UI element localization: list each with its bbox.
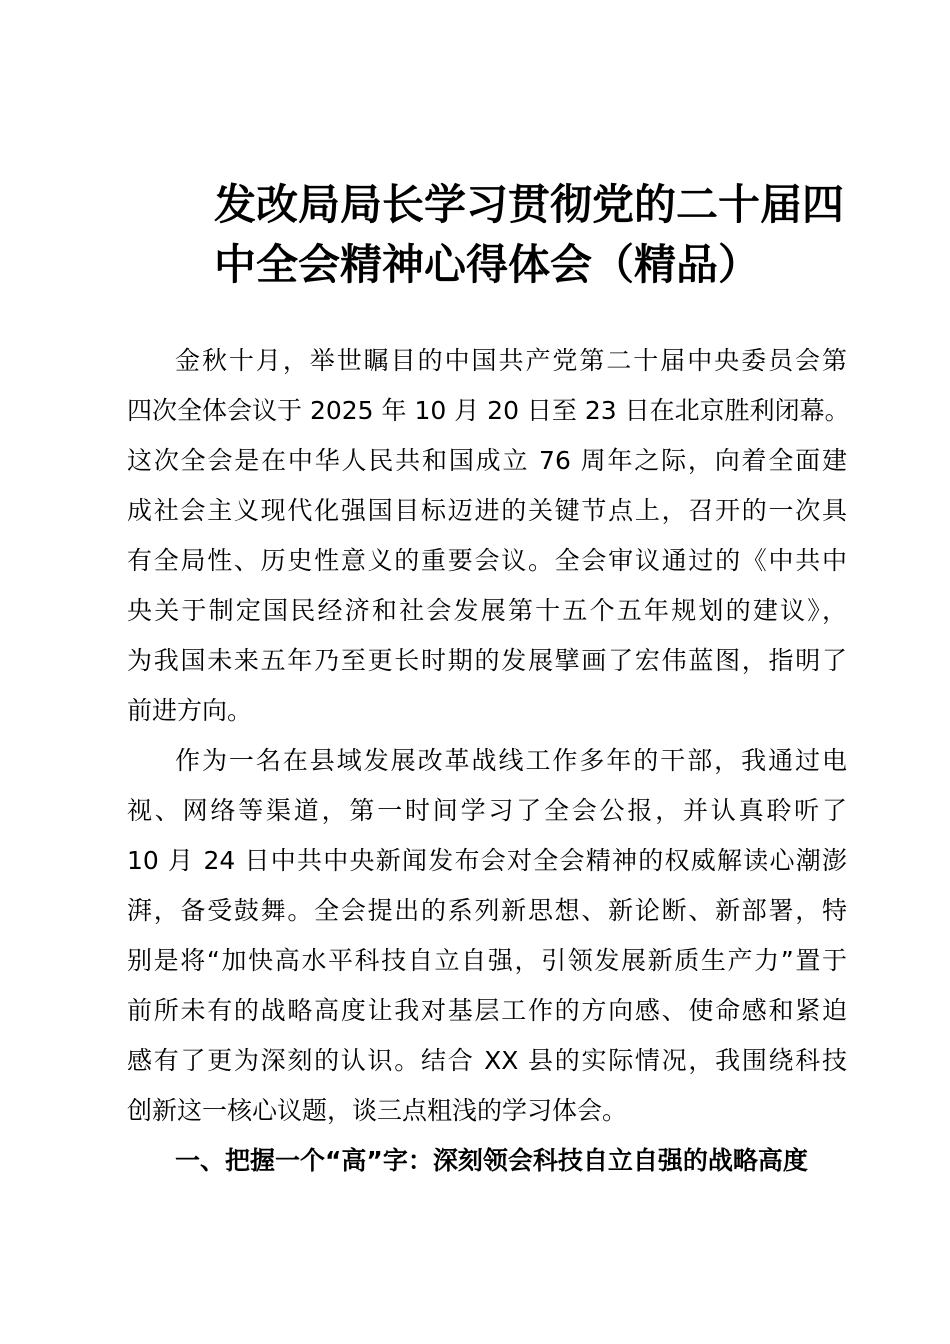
document-title-line-1: 发改局局长学习贯彻党的二十届四	[213, 183, 844, 229]
section-heading: 一、把握一个“高”字：深刻领会科技自立自强的战略高度	[175, 1146, 808, 1175]
paragraph-line: 作为一名在县域发展改革战线工作多年的干部，我通过电	[175, 746, 847, 775]
paragraph-line: 创新这一核心议题，谈三点粗浅的学习体会。	[127, 1096, 628, 1125]
paragraph-line: 金秋十月，举世瞩目的中国共产党第二十届中央委员会第	[175, 346, 847, 375]
paragraph-line: 这次全会是在中华人民共和国成立 76 周年之际，向着全面建	[127, 446, 847, 475]
paragraph-line: 四次全体会议于 2025 年 10 月 20 日至 23 日在北京胜利闭幕。	[127, 396, 850, 425]
paragraph-1	[127, 336, 850, 736]
paragraph-line: 前所未有的战略高度让我对基层工作的方向感、使命感和紧迫	[127, 996, 847, 1025]
paragraph-line: 前进方向。	[127, 696, 253, 725]
paragraph-line: 央关于制定国民经济和社会发展第十五个五年规划的建议》，	[127, 596, 847, 625]
paragraph-line: 别是将“加快高水平科技自立自强，引领发展新质生产力”置于	[127, 946, 847, 975]
paragraph-line: 成社会主义现代化强国目标迈进的关键节点上，召开的一次具	[127, 496, 847, 525]
paragraph-line: 为我国未来五年乃至更长时期的发展擘画了宏伟蓝图，指明了	[127, 646, 847, 675]
paragraph-2	[127, 736, 847, 1136]
document-title	[127, 176, 847, 296]
document-title-line-2: 中全会精神心得体会（精品）	[213, 243, 760, 289]
document-body	[127, 336, 850, 1186]
paragraph-line: 有全局性、历史性意义的重要会议。全会审议通过的《中共中	[127, 546, 847, 575]
paragraph-line: 视、网络等渠道，第一时间学习了全会公报，并认真聆听了	[127, 796, 847, 825]
paragraph-line: 感有了更为深刻的认识。结合 XX 县的实际情况，我围绕科技	[127, 1046, 847, 1075]
paragraph-line: 10 月 24 日中共中央新闻发布会对全会精神的权威解读心潮澎	[127, 846, 847, 875]
paragraph-line: 湃，备受鼓舞。全会提出的系列新思想、新论断、新部署，特	[127, 896, 847, 925]
